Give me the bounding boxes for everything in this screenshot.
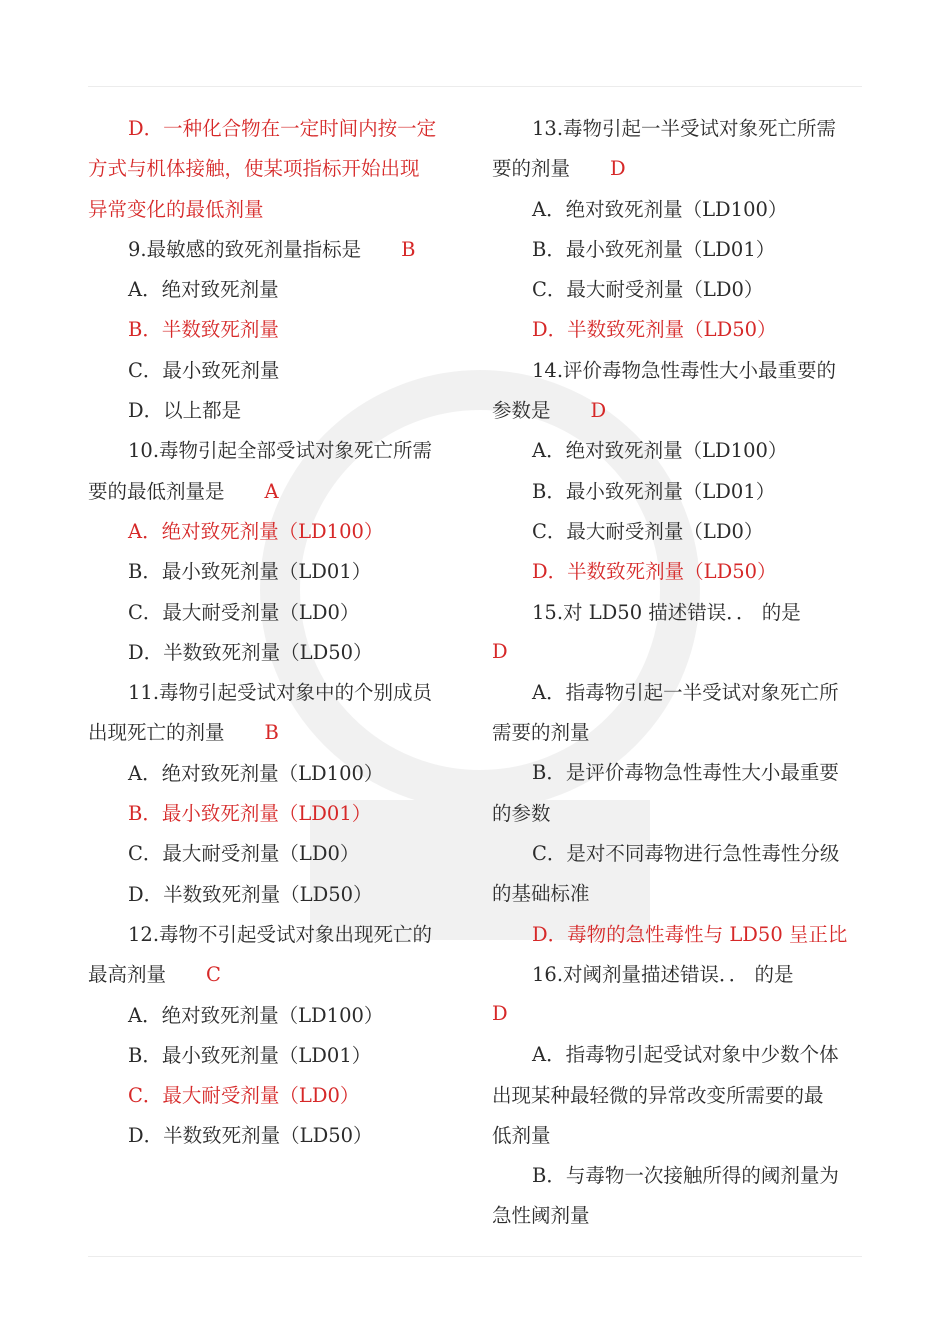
q11-option-a: A．绝对致死剂量（LD100） [128,761,384,785]
q9-stem: 9.最敏感的致死剂量指标是 B [88,230,458,270]
q16-answer: D [492,1002,508,1026]
q11-option-d: D．半数致死剂量（LD50） [128,882,373,906]
q13-option-a: A．绝对致死剂量（LD100） [532,197,788,221]
top-rule [88,86,862,87]
q15-option-c-line1: C．是对不同毒物进行急性毒性分级 [532,842,840,866]
q15-answer: D [492,639,508,663]
left-column [88,109,458,1157]
q16-option-b-line1: B．与毒物一次接触所得的阈剂量为 [532,1164,839,1188]
q8-option-d-line3: 异常变化的最低剂量 [88,197,264,221]
q15-option-c-line2: 的基础标准 [492,882,590,906]
q9-answer: B [401,237,416,261]
q8-option-d-line2: 方式与机体接触，使某项指标开始出现 [88,157,420,181]
q14-option-d: D．半数致死剂量（LD50） [532,560,777,584]
q12-stem-line2: 最高剂量 C [88,955,458,995]
q11-answer: B [264,721,279,745]
q11-option-c: C．最大耐受剂量（LD0） [128,842,360,866]
q15-option-a-line1: A．指毒物引起一半受试对象死亡所 [532,680,839,704]
q12-option-c: C．最大耐受剂量（LD0） [128,1084,360,1108]
bottom-rule [88,1256,862,1257]
q9-option-b: B．半数致死剂量 [128,318,279,342]
q10-option-a: A．绝对致死剂量（LD100） [128,519,384,543]
q16-option-a-line3: 低剂量 [492,1123,551,1147]
q9-option-a: A．绝对致死剂量 [128,278,279,302]
q13-option-c: C．最大耐受剂量（LD0） [532,278,764,302]
q10-answer: A [264,479,279,503]
q14-stem-line2: 参数是 D [492,391,864,431]
q13-option-b: B．最小致死剂量（LD01） [532,237,776,261]
q14-option-a: A．绝对致死剂量（LD100） [532,439,788,463]
q10-stem-line1: 10.毒物引起全部受试对象死亡所需 [128,439,433,463]
q15-option-b-line1: B．是评价毒物急性毒性大小最重要 [532,761,839,785]
q13-option-d: D．半数致死剂量（LD50） [532,318,777,342]
q15-option-a-line2: 需要的剂量 [492,721,590,745]
q12-option-b: B．最小致死剂量（LD01） [128,1043,372,1067]
q14-option-c: C．最大耐受剂量（LD0） [532,519,764,543]
q12-answer: C [206,963,221,987]
q16-option-a-line2: 出现某种最轻微的异常改变所需要的最 [492,1083,824,1107]
q13-stem-line2: 要的剂量 D [492,149,864,189]
q11-stem-line2: 出现死亡的剂量 B [88,713,458,753]
q10-option-d: D．半数致死剂量（LD50） [128,640,373,664]
q9-option-d: D．以上都是 [128,399,242,423]
q13-stem-line1: 13.毒物引起一半受试对象死亡所需 [532,117,837,140]
q16-option-a-line1: A．指毒物引起受试对象中少数个体 [532,1043,839,1067]
q15-option-b-line2: 的参数 [492,801,551,825]
q16-option-b-line2: 急性阈剂量 [492,1204,590,1228]
q13-answer: D [610,157,626,181]
q12-stem-line1: 12.毒物不引起受试对象出现死亡的 [128,922,433,946]
q14-option-b: B．最小致死剂量（LD01） [532,479,776,503]
q16-stem: 16.对阈剂量描述错误．． 的是 [532,962,794,986]
q14-answer: D [590,399,607,423]
q8-option-d-line1: D．一种化合物在一定时间内按一定 [128,117,437,140]
q11-stem-line1: 11.毒物引起受试对象中的个别成员 [128,681,433,705]
q15-option-d: D．毒物的急性毒性与 LD50 呈正比 [532,922,848,946]
q11-option-b: B．最小致死剂量（LD01） [128,802,372,826]
q12-option-d: D．半数致死剂量（LD50） [128,1124,373,1148]
q10-option-c: C．最大耐受剂量（LD0） [128,600,360,624]
q10-stem-line2: 要的最低剂量是 A [88,472,458,512]
q10-option-b: B．最小致死剂量（LD01） [128,560,372,584]
q14-stem-line1: 14.评价毒物急性毒性大小最重要的 [532,358,837,382]
right-column [492,109,864,1237]
q15-stem: 15.对 LD50 描述错误．． 的是 [532,600,801,624]
q12-option-a: A．绝对致死剂量（LD100） [128,1003,384,1027]
q9-option-c: C．最小致死剂量 [128,358,280,382]
